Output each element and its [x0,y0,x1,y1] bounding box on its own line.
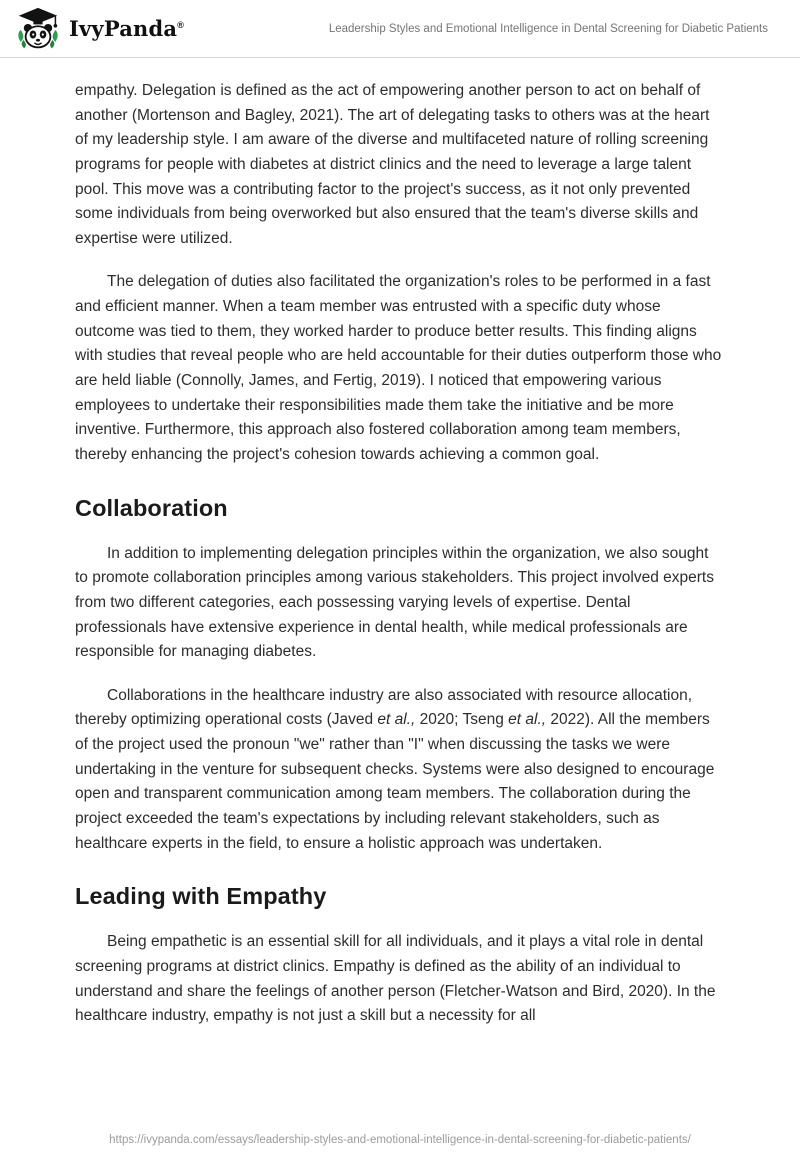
brand [16,7,184,51]
paragraph: empathy. Delegation is defined as the act of empowering another person to act on behalf of another (Mortenson and Bagley, 2021). The art of delegating tasks to others was at the heart of my leadership style. I am aware of the diverse and multifaceted nature of rolling screening programs for people with diabetes at district clinics and the need to leverage a large talent pool. This move was a contributing factor to the project's success, as it not only prevented some individuals from being overworked but also ensured that the team's diverse skills and expertise were utilized. [75,82,710,247]
header-bar [0,0,800,58]
section-heading: Collaboration [75,494,228,521]
paragraph: The delegation of duties also facilitated the organization's roles to be performed in a fast and efficient manner. When a team member was entrusted with a specific duty whose outcome was tied to them, they worked harder to produce better results. This finding aligns with studies that reveal people who are held accountable for their duties outperform those who are held liable (Connolly, James, and Fertig, 2019). I noticed that empowering various employees to undertake their responsibilities made them take the initiative and be more inventive. Furthermore, this approach also fostered collaboration among team members, thereby enhancing the project's cohesion towards achieving a common goal. [75,273,722,463]
document-body [0,58,800,1029]
paragraph: Collaborations in the healthcare industry are also associated with resource allocation, thereby optimizing operational costs (Javed et al., 2020; Tseng et al., 2022). All the members of the project used the pronoun "we" rather than "I" when discussing the tasks we were undertaking in the venture for subsequent checks. Systems were also designed to encourage open and transparent communication among team members. The collaboration during the project exceeded the team's expectations by including relevant stakeholders, such as healthcare experts in the field, to ensure a holistic approach was undertaken. [75,686,715,852]
panda-logo-icon [16,7,60,51]
section-heading: Leading with Empathy [75,883,327,910]
footer-url-link[interactable]: https://ivypanda.com/essays/leadership-styles-and-emotional-intelligence-in-dental-screening-for-diabetic-patients/ [109,1134,691,1146]
page-footer [0,1130,800,1148]
brand-name: IvyPanda® [69,16,185,41]
paragraph: Being empathetic is an essential skill for all individuals, and it plays a vital role in dental screening programs at district clinics. Empathy is defined as the ability of an individual to understand and share the feelings of another person (Fletcher-Watson and Bird, 2020). In the healthcare industry, empathy is not just a skill but a necessity for all [75,933,716,1025]
header-doc-title: Leadership Styles and Emotional Intelligence in Dental Screening for Diabetic Patients [328,22,768,35]
registered-mark: ® [177,20,185,30]
paragraph: In addition to implementing delegation principles within the organization, we also sought to promote collaboration principles among various stakeholders. This project involved experts from two different categories, each possessing varying levels of expertise. Dental professionals have extensive experience in dental health, while medical professionals are responsible for managing diabetes. [75,544,714,661]
